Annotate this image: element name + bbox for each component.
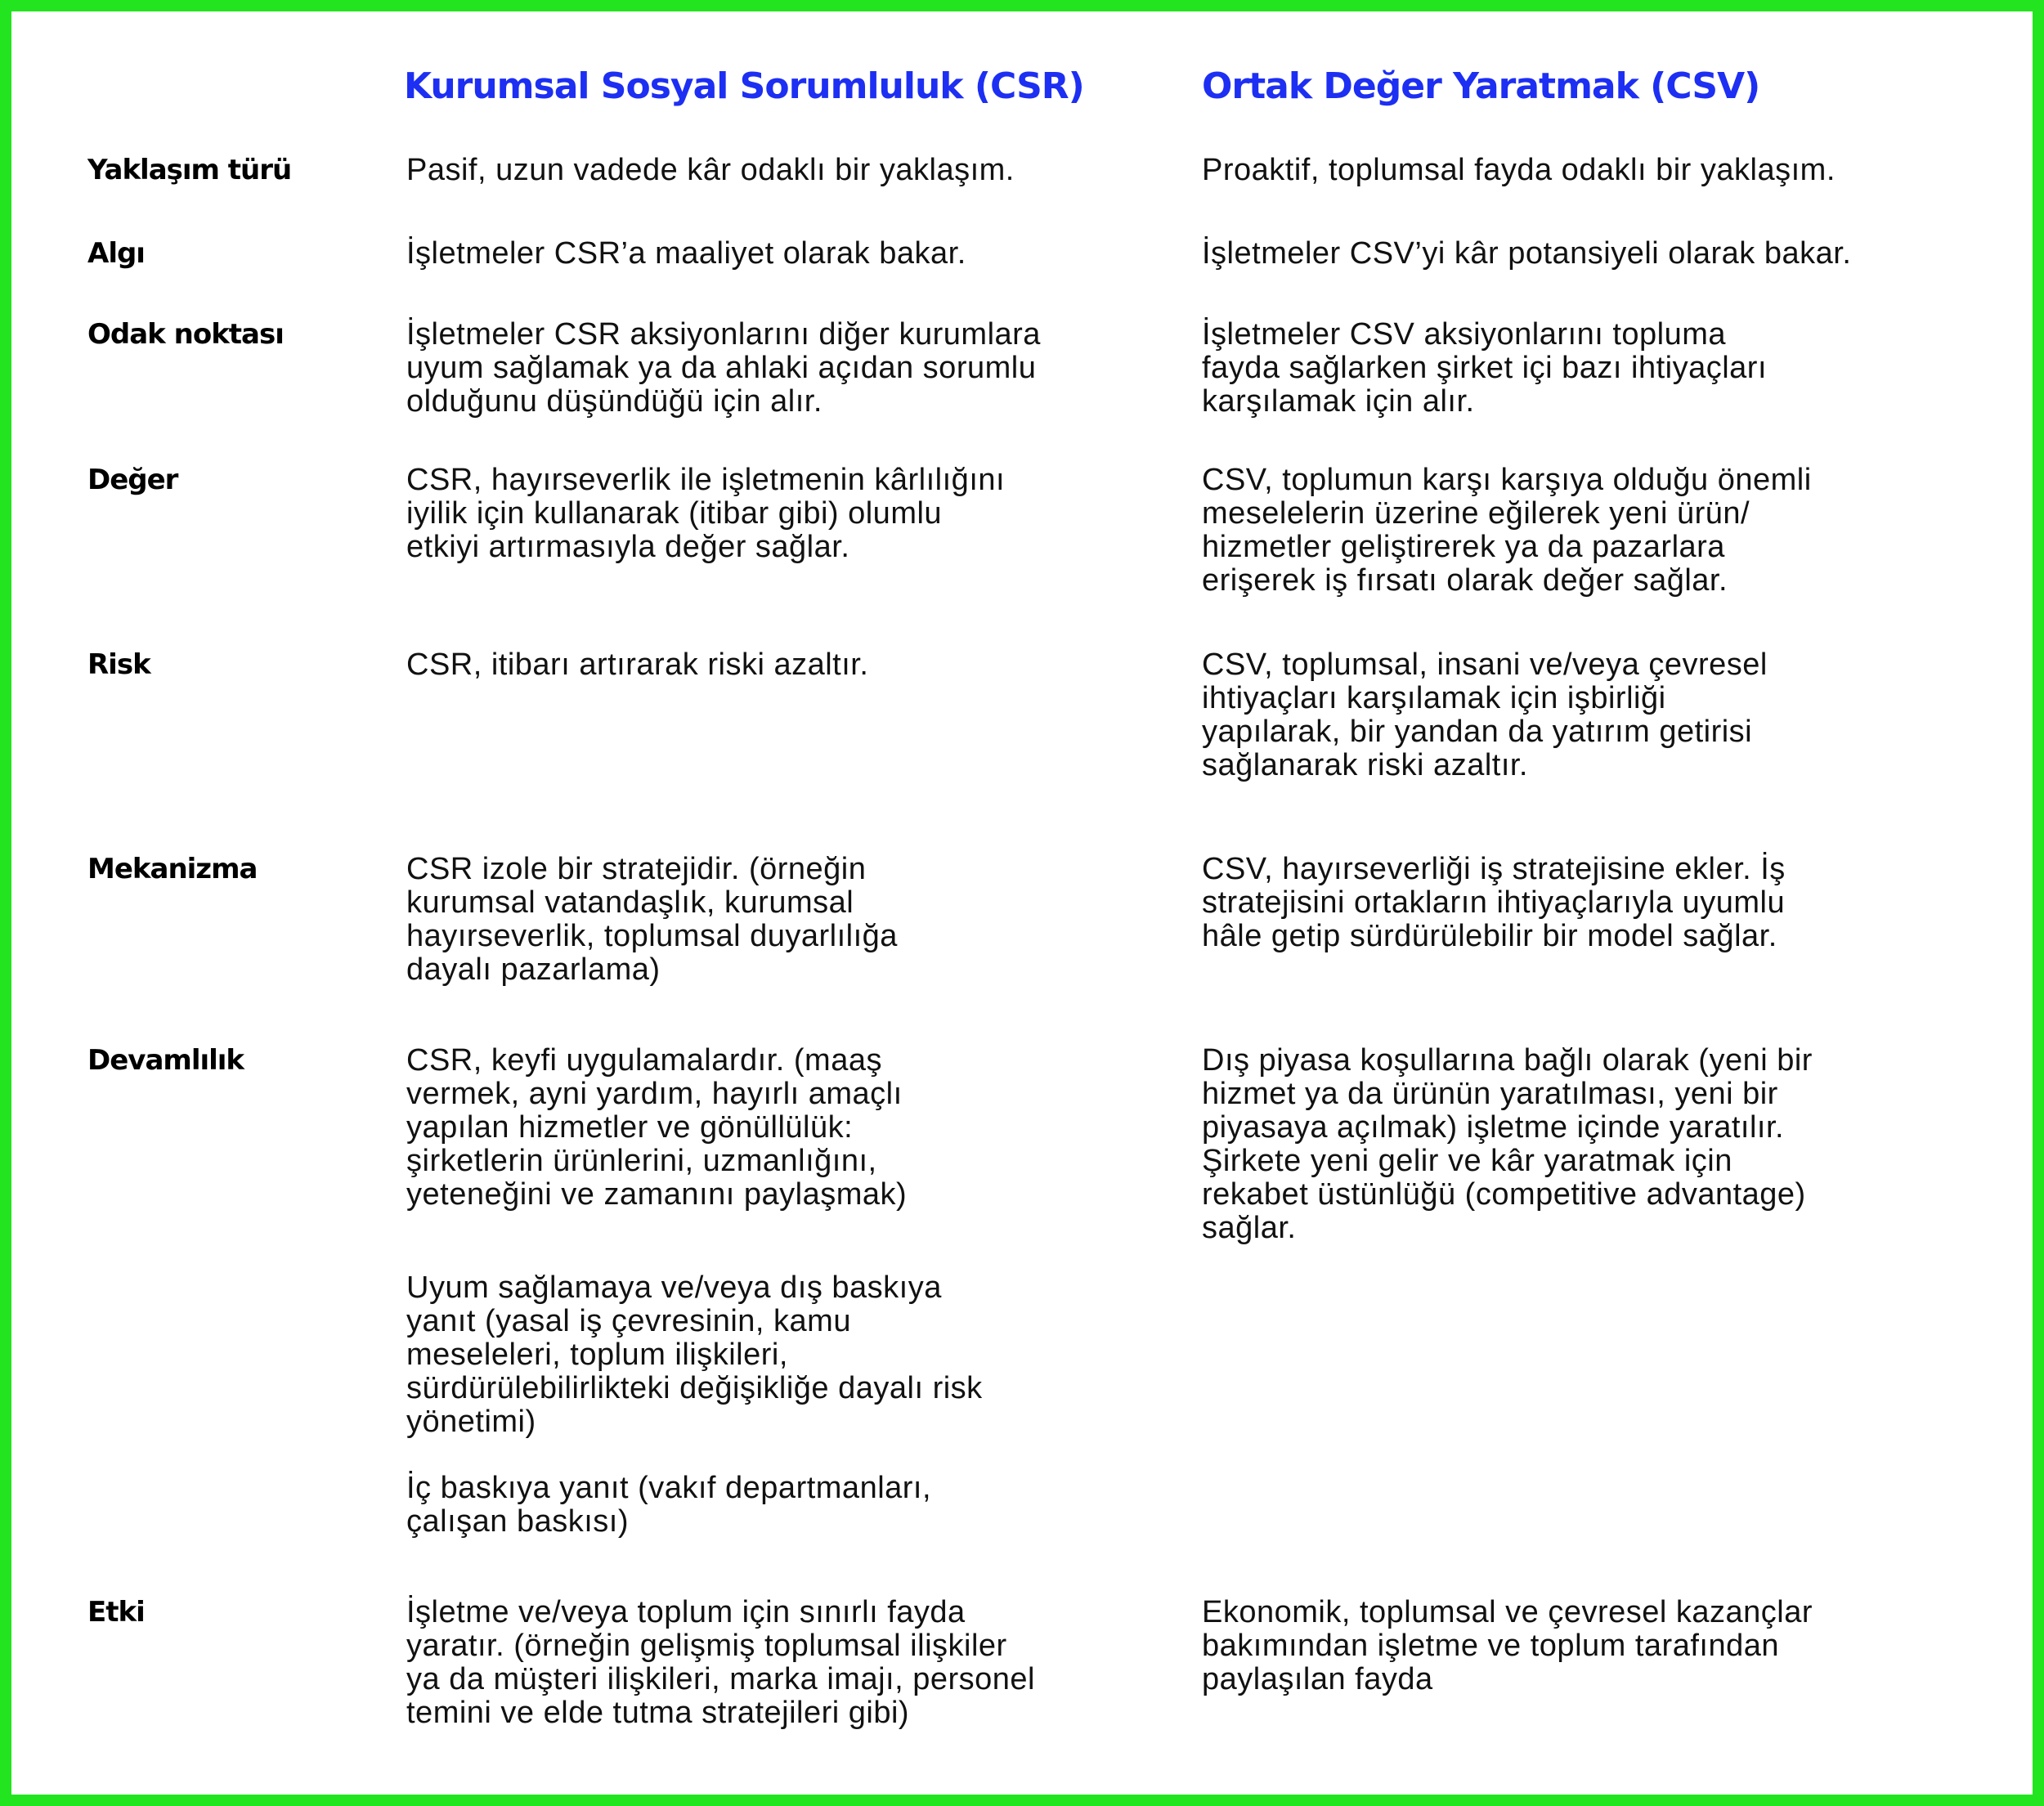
csv-cell-value xyxy=(1202,464,2028,598)
text-line: uyum sağlamak ya da ahlaki açıdan sorumlu xyxy=(406,351,1037,385)
text-line: CSR izole bir stratejidir. (örneğin xyxy=(406,852,867,886)
row-label-perception: Algı xyxy=(87,237,145,270)
text-line: dayalı pazarlama) xyxy=(406,952,661,987)
text-line: Dış piyasa koşullarına bağlı olarak (yeni bir xyxy=(1202,1043,1813,1078)
csv-cell-risk xyxy=(1202,648,2028,782)
csv-cell-approach xyxy=(1202,154,2028,187)
text-line: Şirkete yeni gelir ve kâr yaratmak için xyxy=(1202,1144,1732,1178)
text-line: CSV, toplumsal, insani ve/veya çevresel xyxy=(1202,648,1768,682)
text-line: CSR, hayırseverlik ile işletmenin kârlılığını xyxy=(406,463,1006,497)
text-line: yapılan hizmetler ve gönüllülük: xyxy=(406,1110,854,1145)
text-line: Ekonomik, toplumsal ve çevresel kazançlar xyxy=(1202,1595,1813,1629)
text-line: vermek, ayni yardım, hayırlı amaçlı xyxy=(406,1077,903,1111)
csr-cell-continuity-extra2 xyxy=(406,1472,1167,1539)
column-header-csr: Kurumsal Sosyal Sorumluluk (CSR) xyxy=(404,65,1084,107)
csr-cell-mechanism xyxy=(406,853,1167,987)
row-label-continuity: Devamlılık xyxy=(87,1044,244,1077)
text-line: hâle getip sürdürülebilir bir model sağlar. xyxy=(1202,919,1777,953)
text-line: sağlanarak riski azaltır. xyxy=(1202,748,1528,782)
text-line: iyilik için kullanarak (itibar gibi) olumlu xyxy=(406,496,943,531)
text-line: temini ve elde tutma stratejileri gibi) xyxy=(406,1696,910,1730)
text-line: etkiyi artırmasıyla değer sağlar. xyxy=(406,530,850,564)
text-line: bakımından işletme ve toplum tarafından xyxy=(1202,1629,1779,1663)
text-line: hayırseverlik, toplumsal duyarlılığa xyxy=(406,919,898,953)
text-line: yönetimi) xyxy=(406,1405,536,1439)
text-line: İşletmeler CSV aksiyonlarını topluma xyxy=(1202,317,1727,352)
text-line: fayda sağlarken şirket içi bazı ihtiyaçları xyxy=(1202,351,1768,385)
csv-cell-focus xyxy=(1202,318,2028,419)
text-line: Pasif, uzun vadede kâr odaklı bir yaklaşım. xyxy=(406,153,1015,187)
text-line: hizmetler geliştirerek ya da pazarlara xyxy=(1202,530,1725,564)
text-line: CSV, hayırseverliği iş stratejisine ekler. İş xyxy=(1202,852,1786,886)
text-line: meselelerin üzerine eğilerek yeni ürün/ xyxy=(1202,496,1750,531)
csr-cell-value xyxy=(406,464,1167,564)
text-line: çalışan baskısı) xyxy=(406,1504,629,1539)
text-line: şirketlerin ürünlerini, uzmanlığını, xyxy=(406,1144,877,1178)
row-label-impact: Etki xyxy=(87,1596,145,1629)
column-header-csv: Ortak Değer Yaratmak (CSV) xyxy=(1202,65,1760,107)
text-line: İç baskıya yanıt (vakıf departmanları, xyxy=(406,1471,932,1505)
csr-cell-focus xyxy=(406,318,1167,419)
text-line: stratejisini ortakların ihtiyaçlarıyla uyumlu xyxy=(1202,885,1786,920)
csr-cell-continuity-extra xyxy=(406,1271,1167,1439)
csv-cell-continuity xyxy=(1202,1044,2028,1245)
csv-cell-impact xyxy=(1202,1596,2028,1696)
row-label-mechanism: Mekanizma xyxy=(87,853,258,885)
text-line: hizmet ya da ürünün yaratılması, yeni bir xyxy=(1202,1077,1778,1111)
text-line: ihtiyaçları karşılamak için işbirliği xyxy=(1202,681,1666,715)
csr-cell-perception xyxy=(406,237,1167,271)
text-line: CSV, toplumun karşı karşıya olduğu önemli xyxy=(1202,463,1812,497)
text-line: erişerek iş fırsatı olarak değer sağlar. xyxy=(1202,563,1728,598)
csv-cell-mechanism xyxy=(1202,853,2028,953)
row-label-focus: Odak noktası xyxy=(87,318,284,351)
csr-cell-approach xyxy=(406,154,1167,187)
text-line: yeteneğini ve zamanını paylaşmak) xyxy=(406,1177,908,1212)
text-line: yapılarak, bir yandan da yatırım getirisi xyxy=(1202,715,1753,749)
text-line: İşletmeler CSR’a maaliyet olarak bakar. xyxy=(406,236,966,271)
csr-cell-impact xyxy=(406,1596,1167,1730)
text-line: İşletmeler CSV’yi kâr potansiyeli olarak bakar. xyxy=(1202,236,1852,271)
csv-cell-perception xyxy=(1202,237,2028,271)
text-line: CSR, keyfi uygulamalardır. (maaş xyxy=(406,1043,882,1078)
row-label-approach: Yaklaşım türü xyxy=(87,154,292,186)
text-line: ya da müşteri ilişkileri, marka imajı, personel xyxy=(406,1662,1035,1696)
text-line: piyasaya açılmak) işletme içinde yaratılır. xyxy=(1202,1110,1785,1145)
text-line: sürdürülebilirlikteki değişikliğe dayalı risk xyxy=(406,1371,983,1405)
text-line: kurumsal vatandaşlık, kurumsal xyxy=(406,885,854,920)
text-line: karşılamak için alır. xyxy=(1202,384,1475,419)
text-line: sağlar. xyxy=(1202,1211,1297,1245)
csr-cell-continuity xyxy=(406,1044,1167,1212)
text-line: yanıt (yasal iş çevresinin, kamu xyxy=(406,1304,851,1338)
text-line: meseleleri, toplum ilişkileri, xyxy=(406,1338,788,1372)
row-label-value: Değer xyxy=(87,464,178,496)
row-label-risk: Risk xyxy=(87,648,150,681)
text-line: CSR, itibarı artırarak riski azaltır. xyxy=(406,648,869,682)
text-line: Proaktif, toplumsal fayda odaklı bir yaklaşım. xyxy=(1202,153,1836,187)
csr-cell-risk xyxy=(406,648,1167,682)
text-line: İşletmeler CSR aksiyonlarını diğer kurumlara xyxy=(406,317,1041,352)
text-line: İşletme ve/veya toplum için sınırlı fayda xyxy=(406,1595,966,1629)
text-line: yaratır. (örneğin gelişmiş toplumsal ilişkiler xyxy=(406,1629,1007,1663)
text-line: rekabet üstünlüğü (competitive advantage) xyxy=(1202,1177,1806,1212)
text-line: paylaşılan fayda xyxy=(1202,1662,1433,1696)
text-line: olduğunu düşündüğü için alır. xyxy=(406,384,823,419)
text-line: Uyum sağlamaya ve/veya dış baskıya xyxy=(406,1270,942,1305)
